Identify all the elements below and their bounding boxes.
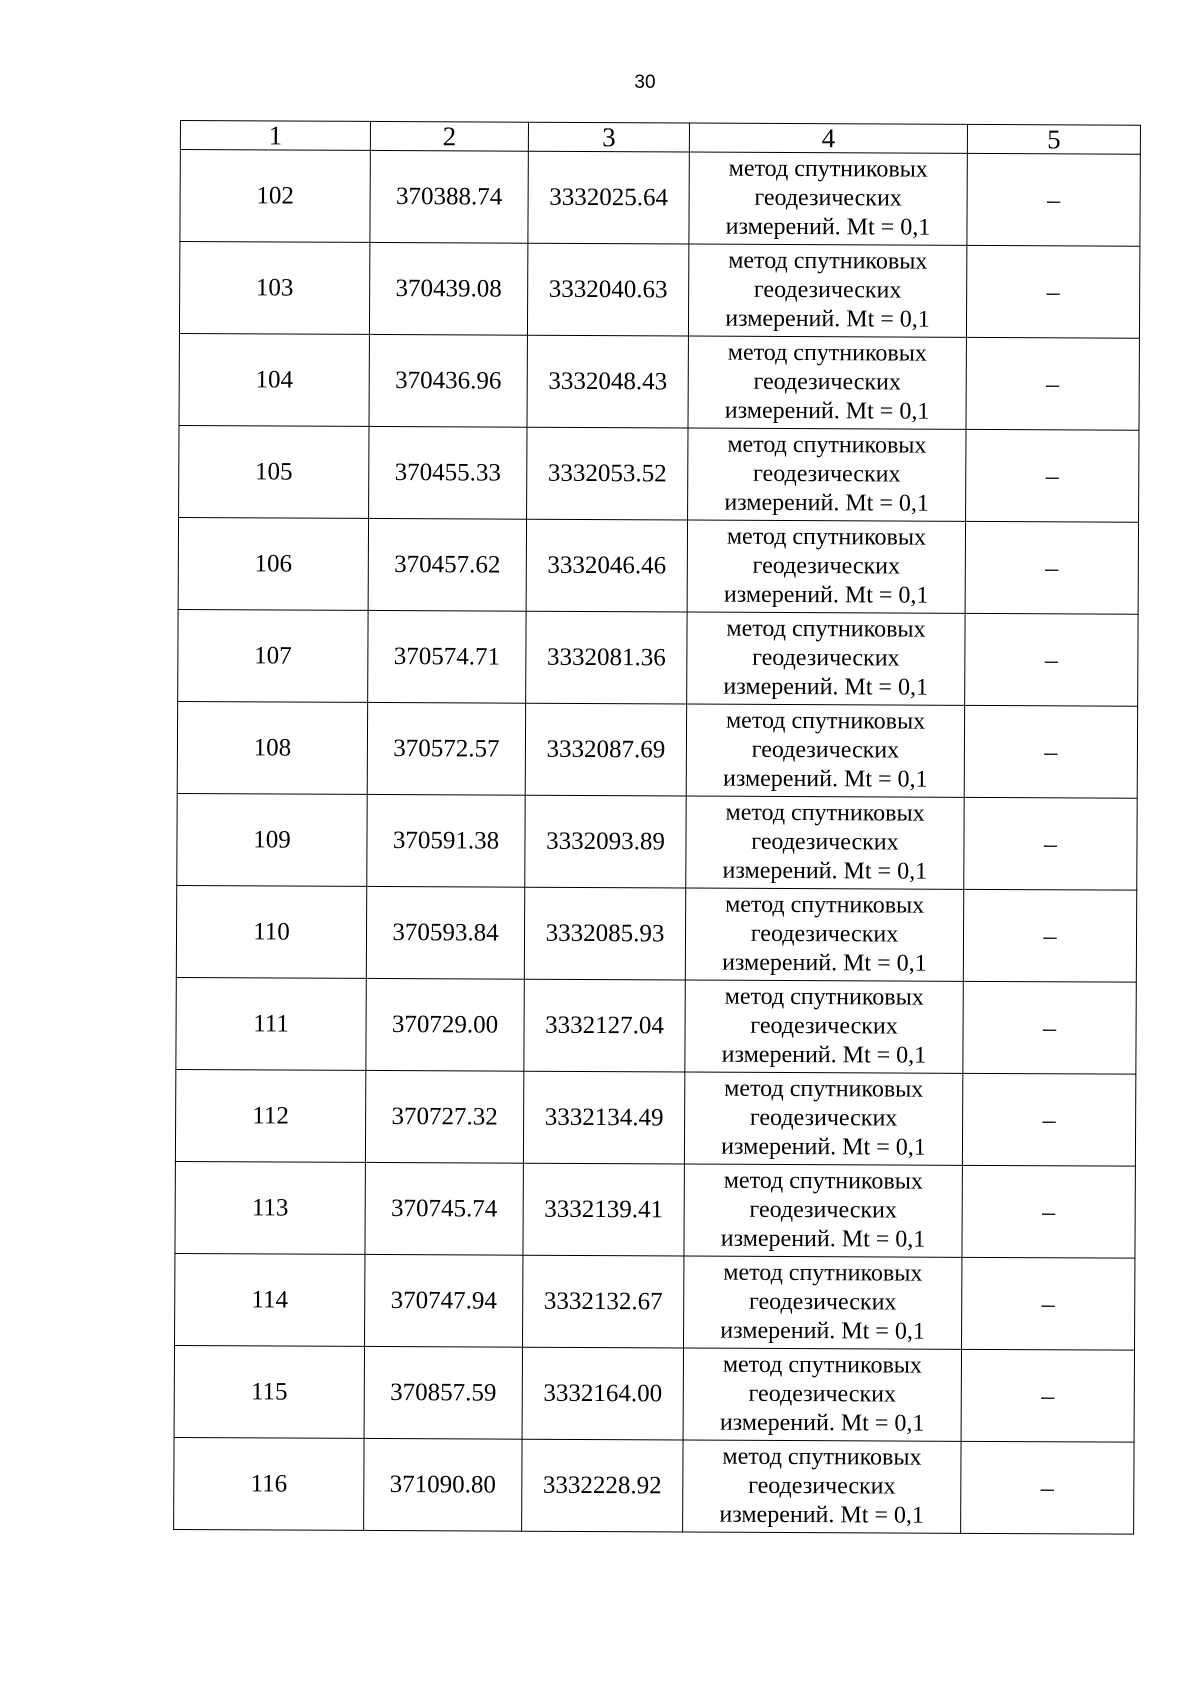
method-cell bbox=[684, 1072, 962, 1165]
note-cell: – bbox=[963, 981, 1136, 1074]
method-line: геодезических bbox=[752, 644, 900, 672]
note-cell: – bbox=[962, 1257, 1135, 1350]
point-number-cell: 111 bbox=[176, 977, 366, 1070]
method-line: метод спутниковых bbox=[726, 523, 927, 551]
note-cell: – bbox=[966, 245, 1139, 338]
x-coordinate-cell: 370729.00 bbox=[366, 978, 524, 1071]
method-line: геодезических bbox=[750, 1012, 898, 1040]
note-cell: – bbox=[963, 889, 1136, 982]
method-cell bbox=[686, 704, 964, 797]
table-body bbox=[174, 150, 1141, 1535]
method-cell bbox=[686, 796, 964, 889]
method-line: метод спутниковых bbox=[723, 1259, 923, 1287]
method-line: измерений. Mt = 0,1 bbox=[723, 673, 929, 701]
point-number-cell: 104 bbox=[179, 333, 369, 426]
method-line: измерений. Mt = 0,1 bbox=[720, 1225, 926, 1253]
point-number-cell: 109 bbox=[177, 793, 367, 886]
method-line: измерений. Mt = 0,1 bbox=[725, 213, 931, 241]
table-row bbox=[179, 425, 1139, 522]
table-row bbox=[176, 885, 1136, 982]
method-cell bbox=[688, 336, 966, 429]
method-cell bbox=[684, 1256, 962, 1349]
method-line: измерений. Mt = 0,1 bbox=[724, 489, 929, 517]
y-coordinate-cell: 3332134.49 bbox=[523, 1071, 684, 1164]
y-coordinate-cell: 3332093.89 bbox=[525, 795, 686, 888]
table-row bbox=[178, 609, 1138, 706]
method-line: метод спутниковых bbox=[726, 615, 926, 643]
method-line: измерений. Mt = 0,1 bbox=[719, 1501, 925, 1529]
table-row bbox=[174, 1437, 1134, 1534]
y-coordinate-cell: 3332048.43 bbox=[527, 335, 688, 428]
method-cell bbox=[685, 980, 963, 1073]
note-cell: – bbox=[966, 429, 1139, 522]
x-coordinate-cell: 370857.59 bbox=[364, 1346, 522, 1439]
y-coordinate-cell: 3332040.63 bbox=[527, 243, 688, 336]
point-number-cell: 108 bbox=[177, 701, 367, 794]
y-coordinate-cell: 3332127.04 bbox=[524, 979, 685, 1072]
method-line: измерений. Mt = 0,1 bbox=[722, 765, 928, 793]
table-row bbox=[174, 1345, 1134, 1442]
x-coordinate-cell: 370745.74 bbox=[365, 1162, 523, 1255]
note-cell: – bbox=[964, 705, 1137, 798]
table-header bbox=[180, 121, 1140, 155]
method-line: измерений. Mt = 0,1 bbox=[722, 857, 928, 885]
method-line: метод спутниковых bbox=[727, 339, 927, 367]
y-coordinate-cell: 3332081.36 bbox=[526, 611, 687, 704]
note-cell: – bbox=[967, 153, 1140, 246]
method-cell bbox=[685, 888, 963, 981]
method-cell bbox=[688, 428, 966, 521]
point-number-cell: 113 bbox=[175, 1161, 365, 1254]
point-number-cell: 115 bbox=[174, 1345, 364, 1438]
table-row bbox=[180, 150, 1140, 247]
method-line: геодезических bbox=[749, 1104, 898, 1132]
method-cell bbox=[689, 152, 967, 245]
method-line: метод спутниковых bbox=[728, 155, 928, 183]
method-line: метод спутниковых bbox=[725, 799, 925, 827]
point-number-cell: 114 bbox=[175, 1253, 365, 1346]
method-line: метод спутниковых bbox=[725, 707, 926, 735]
page-number: 30 bbox=[634, 72, 656, 93]
y-coordinate-cell: 3332046.46 bbox=[526, 519, 687, 612]
y-coordinate-cell: 3332053.52 bbox=[527, 427, 688, 520]
header-row bbox=[180, 121, 1140, 155]
method-line: геодезических bbox=[749, 1196, 897, 1224]
method-line: геодезических bbox=[748, 1380, 897, 1408]
method-line: измерений. Mt = 0,1 bbox=[721, 1041, 927, 1069]
method-line: геодезических bbox=[754, 184, 902, 212]
method-cell bbox=[687, 520, 965, 613]
x-coordinate-cell: 370593.84 bbox=[366, 886, 524, 979]
method-line: геодезических bbox=[752, 552, 901, 580]
coordinates-table bbox=[173, 120, 1141, 1535]
table-row bbox=[175, 1253, 1135, 1350]
point-number-cell: 102 bbox=[180, 150, 370, 243]
method-line: метод спутниковых bbox=[725, 891, 925, 919]
x-coordinate-cell: 370727.32 bbox=[365, 1070, 523, 1163]
table-row bbox=[179, 242, 1139, 339]
point-number-cell: 112 bbox=[175, 1069, 365, 1162]
x-coordinate-cell: 370457.62 bbox=[368, 518, 526, 611]
x-coordinate-cell: 370455.33 bbox=[369, 426, 527, 519]
y-coordinate-cell: 3332025.64 bbox=[528, 151, 689, 244]
method-line: геодезических bbox=[753, 368, 902, 396]
x-coordinate-cell: 371090.80 bbox=[364, 1438, 522, 1531]
method-line: геодезических bbox=[752, 460, 901, 488]
y-coordinate-cell: 3332164.00 bbox=[522, 1347, 683, 1440]
method-line: измерений. Mt = 0,1 bbox=[720, 1317, 925, 1345]
method-line: геодезических bbox=[748, 1472, 896, 1500]
column-header-3: 3 bbox=[528, 122, 689, 152]
note-cell: – bbox=[964, 797, 1137, 890]
table-row bbox=[179, 333, 1139, 430]
point-number-cell: 107 bbox=[178, 609, 368, 702]
note-cell: – bbox=[962, 1073, 1135, 1166]
method-line: измерений. Mt = 0,1 bbox=[723, 581, 929, 609]
table-row bbox=[175, 1161, 1135, 1258]
x-coordinate-cell: 370439.08 bbox=[369, 242, 527, 335]
point-number-cell: 106 bbox=[178, 517, 368, 610]
y-coordinate-cell: 3332087.69 bbox=[525, 703, 686, 796]
column-header-2: 2 bbox=[370, 121, 528, 151]
y-coordinate-cell: 3332085.93 bbox=[524, 887, 685, 980]
table-row bbox=[177, 701, 1137, 798]
point-number-cell: 110 bbox=[176, 885, 366, 978]
x-coordinate-cell: 370436.96 bbox=[369, 334, 527, 427]
method-cell bbox=[688, 244, 966, 337]
method-line: метод спутниковых bbox=[724, 983, 924, 1011]
x-coordinate-cell: 370574.71 bbox=[368, 610, 526, 703]
method-line: метод спутниковых bbox=[727, 431, 927, 459]
note-cell: – bbox=[961, 1349, 1134, 1442]
method-line: измерений. Mt = 0,1 bbox=[724, 397, 930, 425]
method-line: геодезических bbox=[750, 920, 899, 948]
method-cell bbox=[684, 1164, 962, 1257]
point-number-cell: 103 bbox=[179, 242, 369, 335]
table-row bbox=[177, 793, 1137, 890]
point-number-cell: 116 bbox=[174, 1437, 364, 1530]
note-cell: – bbox=[965, 521, 1138, 614]
table-row bbox=[178, 517, 1138, 614]
y-coordinate-cell: 3332139.41 bbox=[523, 1163, 684, 1256]
method-line: геодезических bbox=[751, 828, 899, 856]
method-line: измерений. Mt = 0,1 bbox=[722, 949, 927, 977]
point-number-cell: 105 bbox=[179, 425, 369, 518]
method-line: геодезических bbox=[753, 276, 902, 304]
column-header-1: 1 bbox=[180, 121, 370, 151]
method-line: геодезических bbox=[751, 736, 900, 764]
table-row bbox=[176, 977, 1136, 1074]
method-line: метод спутниковых bbox=[724, 1075, 924, 1103]
y-coordinate-cell: 3332228.92 bbox=[522, 1439, 683, 1532]
method-line: метод спутниковых bbox=[723, 1167, 923, 1195]
method-line: геодезических bbox=[748, 1288, 897, 1316]
x-coordinate-cell: 370747.94 bbox=[365, 1254, 523, 1347]
note-cell: – bbox=[965, 613, 1138, 706]
y-coordinate-cell: 3332132.67 bbox=[523, 1255, 684, 1348]
method-cell bbox=[683, 1348, 961, 1441]
x-coordinate-cell: 370572.57 bbox=[367, 702, 525, 795]
method-cell bbox=[683, 1440, 961, 1533]
method-line: измерений. Mt = 0,1 bbox=[721, 1133, 926, 1161]
method-line: метод спутниковых bbox=[722, 1351, 923, 1379]
method-line: измерений. Mt = 0,1 bbox=[719, 1409, 925, 1437]
method-line: измерений. Mt = 0,1 bbox=[725, 305, 930, 333]
column-header-5: 5 bbox=[967, 124, 1140, 154]
method-cell bbox=[687, 612, 965, 705]
note-cell: – bbox=[966, 337, 1139, 430]
note-cell: – bbox=[961, 1441, 1134, 1534]
column-header-4: 4 bbox=[689, 123, 967, 153]
method-line: метод спутниковых bbox=[722, 1443, 922, 1471]
table-row bbox=[175, 1069, 1135, 1166]
x-coordinate-cell: 370388.74 bbox=[370, 150, 528, 243]
note-cell: – bbox=[962, 1165, 1135, 1258]
method-line: метод спутниковых bbox=[728, 247, 928, 275]
x-coordinate-cell: 370591.38 bbox=[367, 794, 525, 887]
